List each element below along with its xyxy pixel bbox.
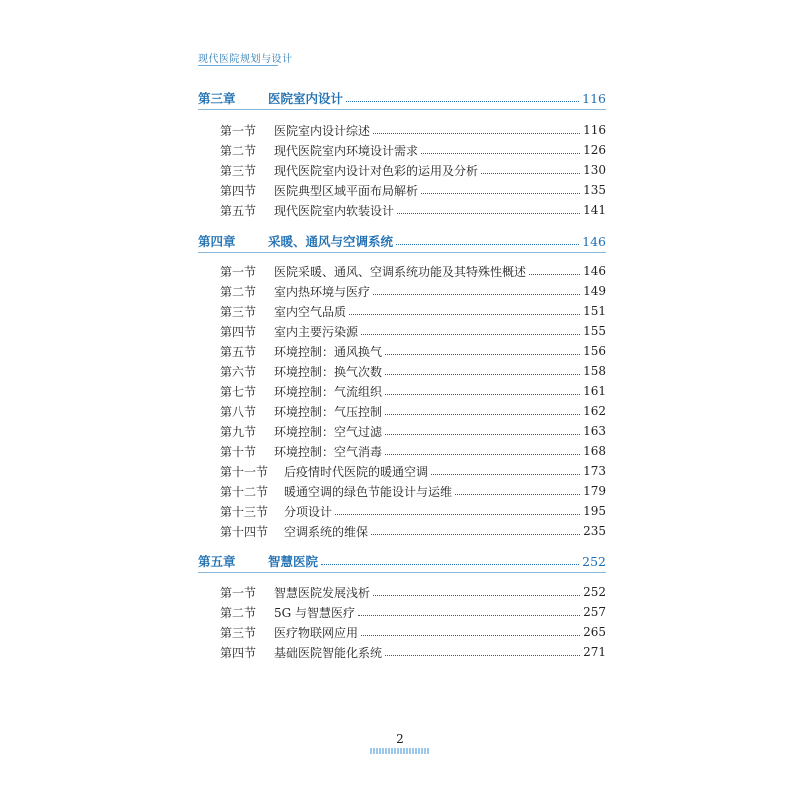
dot-leader: [385, 454, 580, 455]
toc-section-entry: [220, 521, 606, 541]
toc-section-entry: [220, 441, 606, 461]
page-ref: 126: [583, 143, 606, 157]
chapter-number: 第三章: [198, 91, 236, 106]
toc-section-entry: [220, 602, 606, 622]
toc-section-entry: [220, 501, 606, 521]
dot-leader: [361, 334, 580, 335]
page-ref: 271: [583, 645, 606, 659]
dot-leader: [455, 494, 580, 495]
toc-section-entry: [220, 461, 606, 481]
dot-leader: [481, 173, 580, 174]
toc-section-entry: [220, 160, 606, 180]
toc-section-entry: [220, 582, 606, 602]
dot-leader: [385, 414, 580, 415]
section-title: 室内主要污染源: [274, 324, 359, 339]
section-title: 环境控制：换气次数: [274, 364, 383, 379]
dot-leader: [385, 655, 580, 656]
toc-section-entry: [220, 361, 606, 381]
dot-leader: [385, 354, 580, 355]
page-ref: 116: [582, 90, 606, 106]
section-number: 第十一节: [220, 464, 269, 479]
toc-section-entry: [220, 341, 606, 361]
section-title: 现代医院室内设计对色彩的运用及分析: [274, 163, 479, 178]
page-ref: 252: [583, 585, 606, 599]
dot-leader: [396, 244, 579, 245]
section-title: 环境控制：气压控制: [274, 404, 383, 419]
toc-section-entry: [220, 642, 606, 662]
section-number: 第十四节: [220, 524, 269, 539]
section-number: 第二节: [220, 605, 257, 620]
page-ref: 179: [583, 484, 606, 498]
section-title: 环境控制：气流组织: [274, 384, 383, 399]
section-number: 第三节: [220, 625, 257, 640]
section-number: 第二节: [220, 143, 257, 158]
chapter-underline: [198, 572, 606, 573]
toc-section-entry: [220, 421, 606, 441]
toc-chapter-entry: [198, 231, 606, 251]
dot-leader: [421, 193, 580, 194]
chapter-number: 第五章: [198, 554, 236, 569]
section-number: 第一节: [220, 264, 257, 279]
toc-section-entry: [220, 622, 606, 642]
dot-leader: [431, 474, 580, 475]
section-number: 第十二节: [220, 484, 269, 499]
section-title: 医院室内设计综述: [274, 123, 371, 138]
toc-section-entry: [220, 261, 606, 281]
dot-leader: [321, 564, 579, 565]
section-title: 后疫情时代医院的暖通空调: [284, 464, 429, 479]
page-ref: 265: [583, 625, 606, 639]
page-ref: 168: [583, 444, 606, 458]
page-ref: 163: [583, 424, 606, 438]
chapter-title: 医院室内设计: [268, 91, 344, 106]
section-title: 现代医院室内软装设计: [274, 203, 395, 218]
page-ref: 146: [582, 233, 606, 249]
toc-section-entry: [220, 381, 606, 401]
page-ref: 149: [583, 284, 606, 298]
page-ref: 156: [583, 344, 606, 358]
dot-leader: [385, 434, 580, 435]
dot-leader: [397, 213, 580, 214]
dot-leader: [529, 274, 580, 275]
page-ref: 252: [582, 553, 606, 569]
page-number: 2: [396, 732, 404, 746]
section-number: 第四节: [220, 183, 257, 198]
section-number: 第八节: [220, 404, 257, 419]
dot-leader: [349, 314, 580, 315]
page-ref: 173: [583, 464, 606, 478]
section-number: 第九节: [220, 424, 257, 439]
section-title: 室内空气品质: [274, 304, 347, 319]
section-number: 第四节: [220, 645, 257, 660]
section-number: 第一节: [220, 585, 257, 600]
dot-leader: [335, 514, 580, 515]
section-title: 基础医院智能化系统: [274, 645, 383, 660]
dot-leader: [373, 595, 580, 596]
page-ref: 135: [583, 183, 606, 197]
section-number: 第六节: [220, 364, 257, 379]
section-title: 室内热环境与医疗: [274, 284, 371, 299]
section-number: 第三节: [220, 163, 257, 178]
page-ref: 257: [583, 605, 606, 619]
page-ref: 235: [583, 524, 606, 538]
dot-leader: [385, 374, 580, 375]
dot-leader: [421, 153, 580, 154]
page-ref: 158: [583, 364, 606, 378]
toc-chapter-entry: [198, 551, 606, 571]
toc-section-entry: [220, 481, 606, 501]
page-ref: 146: [583, 264, 606, 278]
section-number: 第十三节: [220, 504, 269, 519]
chapter-number: 第四章: [198, 234, 236, 249]
dot-leader: [346, 101, 579, 102]
chapter-underline: [198, 109, 606, 110]
toc-section-entry: [220, 301, 606, 321]
section-title: 空调系统的维保: [284, 524, 369, 539]
dot-leader: [371, 534, 580, 535]
section-number: 第五节: [220, 203, 257, 218]
page-number-ornament: [370, 748, 430, 754]
toc-section-entry: [220, 140, 606, 160]
page-ref: 116: [583, 123, 606, 137]
page-ref: 130: [583, 163, 606, 177]
section-number: 第一节: [220, 123, 257, 138]
chapter-underline: [198, 252, 606, 253]
header-rule: [198, 65, 278, 66]
section-title: 医疗物联网应用: [274, 625, 359, 640]
section-number: 第五节: [220, 344, 257, 359]
section-title: 环境控制：空气消毒: [274, 444, 383, 459]
section-number: 第七节: [220, 384, 257, 399]
dot-leader: [373, 294, 580, 295]
page-ref: 162: [583, 404, 606, 418]
section-title: 现代医院室内环境设计需求: [274, 143, 419, 158]
section-title: 分项设计: [284, 504, 333, 519]
section-number: 第三节: [220, 304, 257, 319]
section-title: 医院采暖、通风、空调系统功能及其特殊性概述: [274, 264, 527, 279]
page-ref: 161: [583, 384, 606, 398]
section-number: 第二节: [220, 284, 257, 299]
dot-leader: [361, 635, 580, 636]
section-title: 暖通空调的绿色节能设计与运维: [284, 484, 453, 499]
toc-section-entry: [220, 321, 606, 341]
toc-section-entry: [220, 281, 606, 301]
section-title: 环境控制：通风换气: [274, 344, 383, 359]
page-ref: 195: [583, 504, 606, 518]
page-ref: 151: [583, 304, 606, 318]
section-title: 5G 与智慧医疗: [274, 605, 356, 620]
chapter-title: 采暖、通风与空调系统: [268, 234, 394, 249]
running-header: 现代医院规划与设计: [198, 54, 293, 65]
page-ref: 155: [583, 324, 606, 338]
section-title: 医院典型区域平面布局解析: [274, 183, 419, 198]
page-ref: 141: [583, 203, 606, 217]
toc-section-entry: [220, 200, 606, 220]
toc-chapter-entry: [198, 88, 606, 108]
toc-section-entry: [220, 401, 606, 421]
dot-leader: [385, 394, 580, 395]
dot-leader: [358, 615, 580, 616]
toc-section-entry: [220, 180, 606, 200]
chapter-title: 智慧医院: [268, 554, 319, 569]
section-title: 环境控制：空气过滤: [274, 424, 383, 439]
toc-section-entry: [220, 120, 606, 140]
section-title: 智慧医院发展浅析: [274, 585, 371, 600]
dot-leader: [373, 133, 580, 134]
section-number: 第十节: [220, 444, 257, 459]
section-number: 第四节: [220, 324, 257, 339]
